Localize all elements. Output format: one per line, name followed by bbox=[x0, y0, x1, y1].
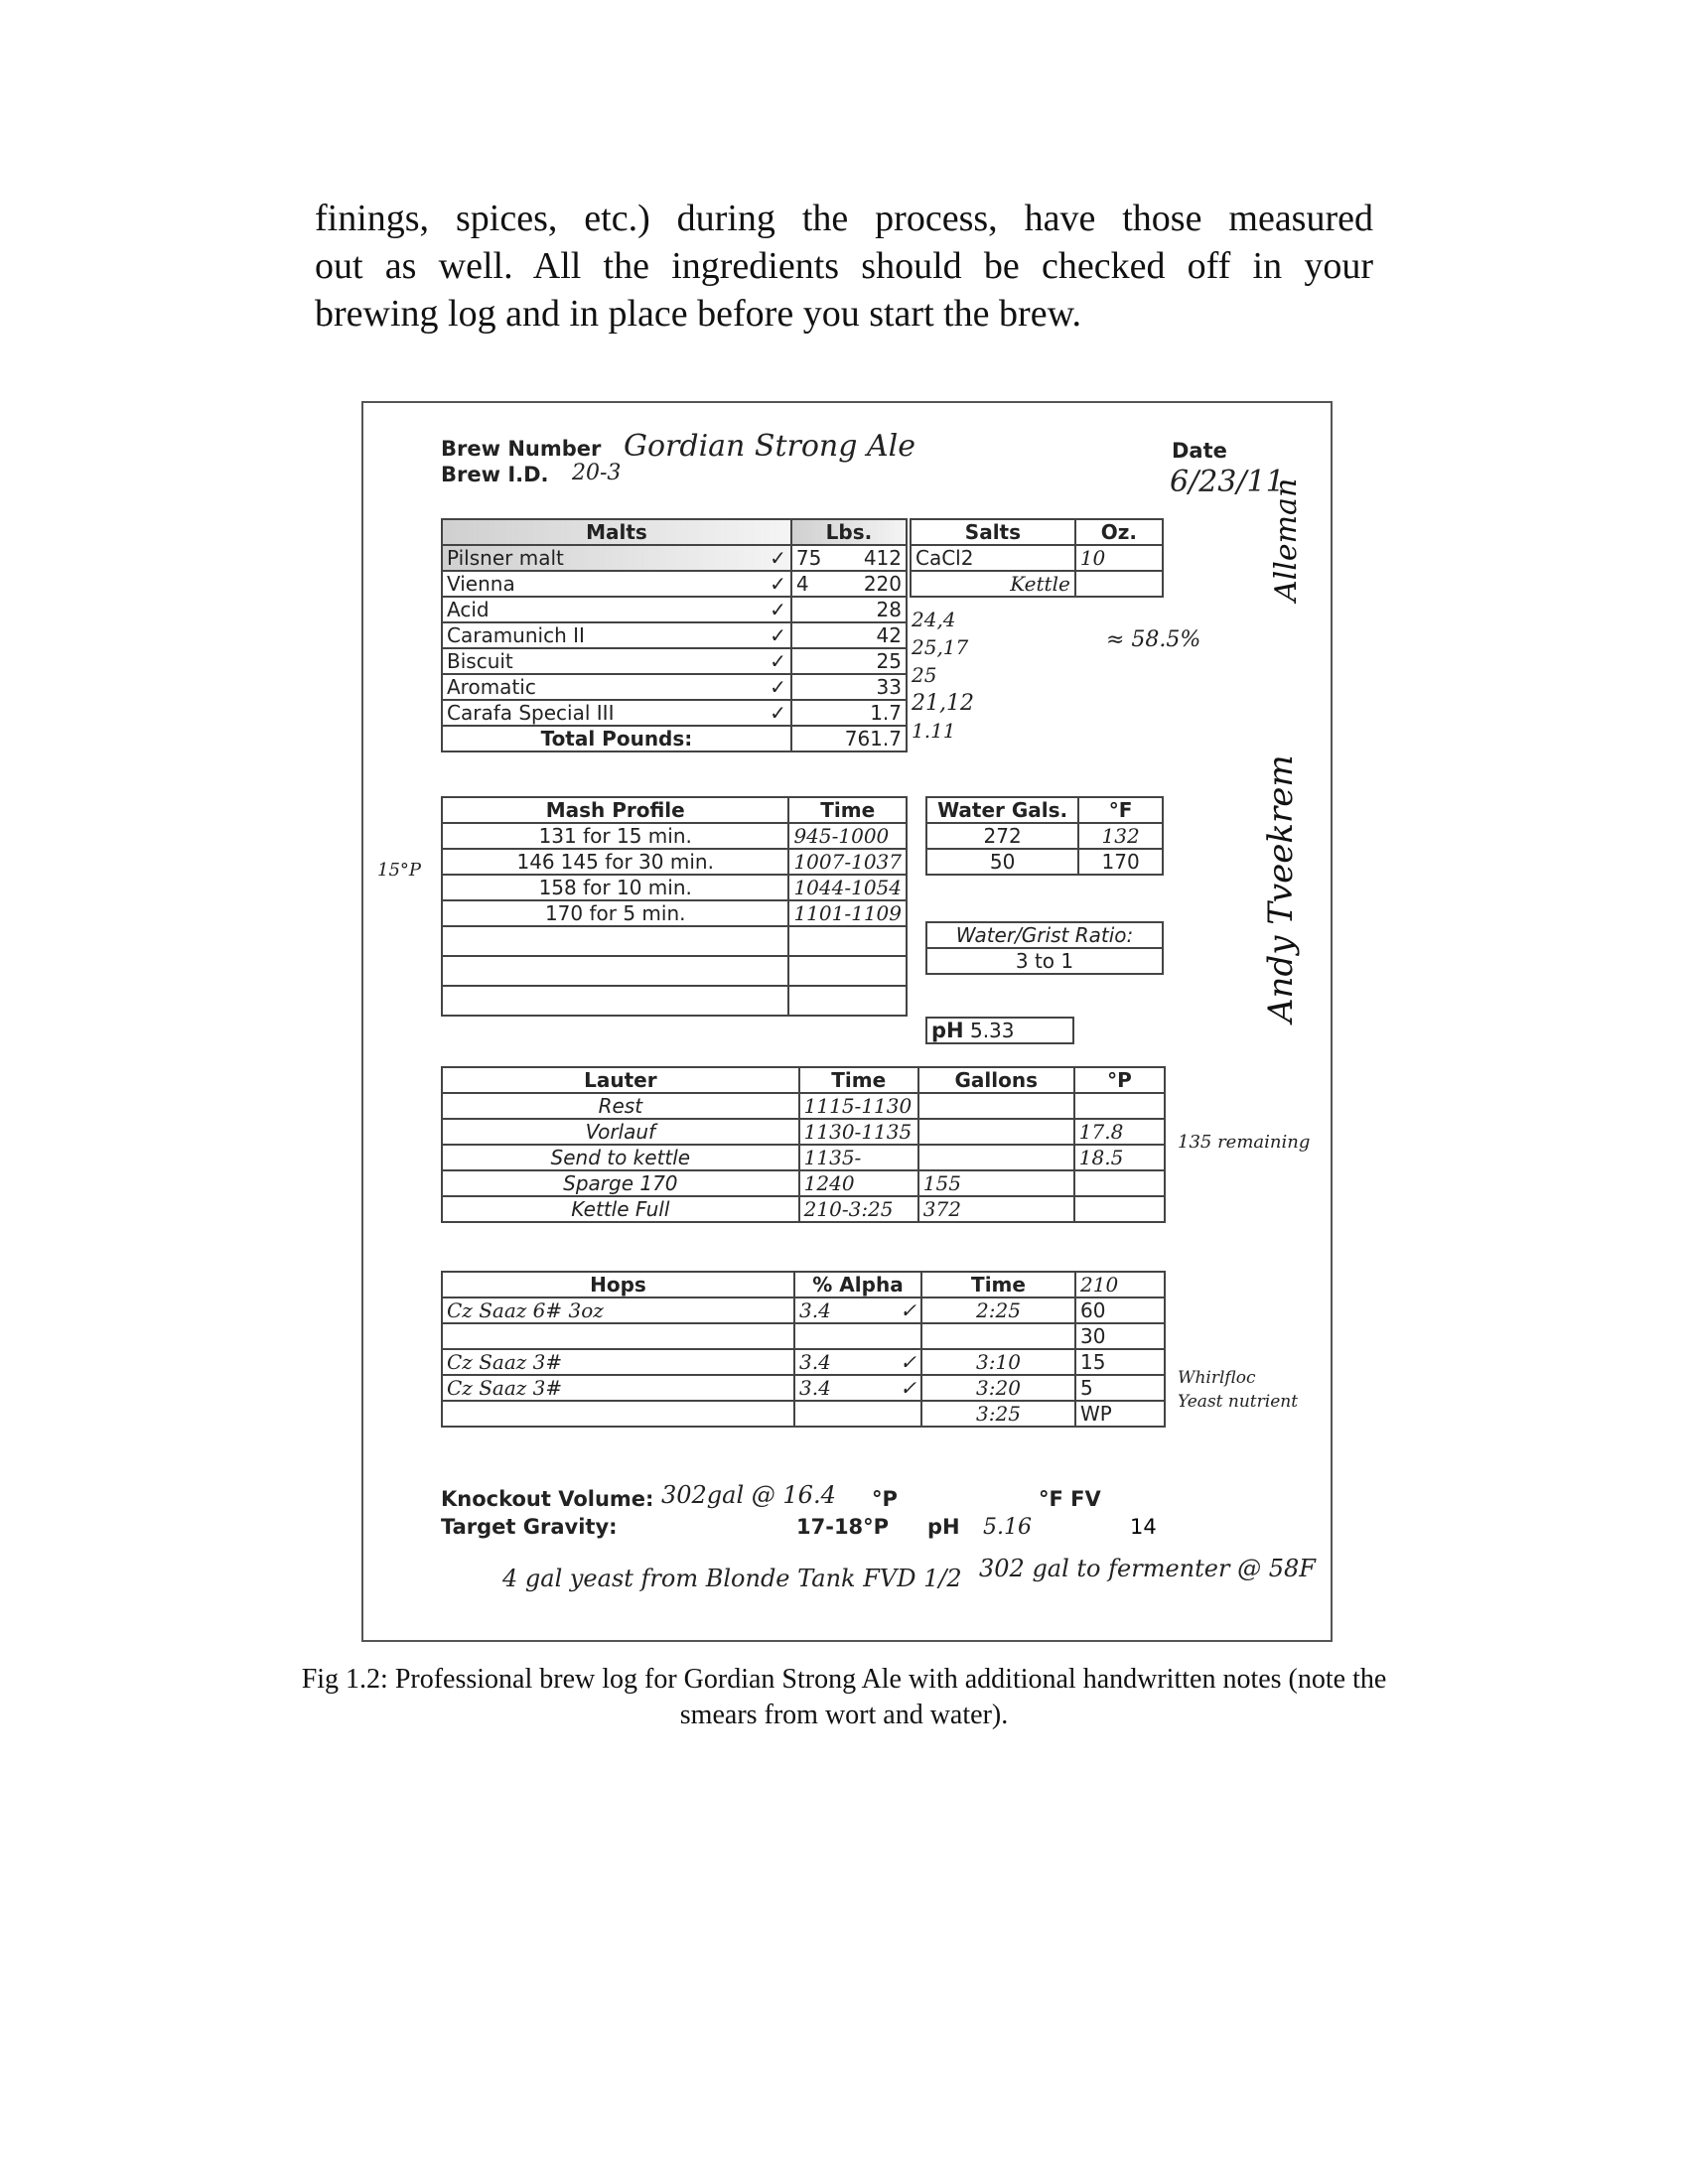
hop-name bbox=[442, 1323, 794, 1349]
lauter-step: Kettle Full bbox=[442, 1196, 799, 1222]
salts-note: ≈ 58.5% bbox=[1106, 627, 1201, 652]
check-mark: ✓ bbox=[770, 649, 786, 673]
mash-step: 170 for 5 min. bbox=[442, 900, 788, 926]
lauter-plato: 18.5 bbox=[1074, 1145, 1165, 1170]
lauter-gallons: 155 bbox=[918, 1170, 1074, 1196]
water-grist-table bbox=[925, 921, 1164, 975]
mash-profile-header: Mash Profile bbox=[442, 797, 788, 823]
signature-brewer bbox=[1261, 973, 1301, 1023]
hops-table bbox=[441, 1271, 1166, 1428]
hops-time-header: Time bbox=[921, 1272, 1075, 1297]
malt-annotation: 1.11 bbox=[912, 719, 956, 743]
lbs-header: Lbs. bbox=[791, 519, 907, 545]
hop-alpha: 3.4 bbox=[794, 1297, 896, 1323]
hop-alpha bbox=[794, 1323, 896, 1349]
malt-lbs: 412 bbox=[863, 546, 902, 570]
target-gravity-value: 17-18°P bbox=[796, 1515, 890, 1539]
fv-number: 14 bbox=[1130, 1515, 1157, 1539]
mash-profile-table bbox=[441, 796, 908, 1017]
paragraph-line: brewing log and in place before you start the brew. bbox=[315, 293, 1082, 335]
lauter-plato bbox=[1074, 1170, 1165, 1196]
lauter-step: Rest bbox=[442, 1093, 799, 1119]
malt-lbs: 1.7 bbox=[791, 700, 907, 726]
table-row bbox=[442, 597, 907, 622]
mash-time: 1101-1109 bbox=[788, 900, 907, 926]
mash-time: 945-1000 bbox=[788, 823, 907, 849]
malt-name: Biscuit bbox=[447, 649, 513, 673]
date-value: 6/23/11 bbox=[1170, 465, 1285, 499]
table-row bbox=[442, 1196, 1165, 1222]
salts-table bbox=[910, 518, 1164, 598]
salt-name: Kettle bbox=[911, 571, 1075, 597]
knockout-label: Knockout Volume: bbox=[441, 1487, 654, 1511]
malt-lbs: 42 bbox=[791, 622, 907, 648]
hops-side-note: Whirlfloc bbox=[1178, 1368, 1256, 1388]
table-row bbox=[442, 823, 907, 849]
brew-number-label: Brew Number bbox=[441, 437, 602, 461]
lauter-gallons: 372 bbox=[918, 1196, 1074, 1222]
hop-minutes: 30 bbox=[1075, 1323, 1165, 1349]
table-row bbox=[442, 900, 907, 926]
table-row bbox=[442, 1323, 1165, 1349]
lauter-time: 210-3:25 bbox=[799, 1196, 918, 1222]
malt-name: Caramunich II bbox=[447, 623, 585, 647]
brew-number-value: Gordian Strong Ale bbox=[624, 429, 915, 464]
hop-time: 3:10 bbox=[921, 1349, 1075, 1375]
paragraph-line: out as well. All the ingredients should be checked off in your bbox=[315, 245, 1373, 287]
alpha-header: % Alpha bbox=[794, 1272, 921, 1297]
malt-name: Aromatic bbox=[447, 675, 536, 699]
lauter-time: 1130-1135 bbox=[799, 1119, 918, 1145]
lauter-step: Sparge 170 bbox=[442, 1170, 799, 1196]
lauter-gallons bbox=[918, 1145, 1074, 1170]
knockout-fv-unit: °F FV bbox=[1039, 1487, 1101, 1511]
hop-minutes: 60 bbox=[1075, 1297, 1165, 1323]
table-row bbox=[442, 986, 907, 1016]
lauter-side-note: 135 remaining bbox=[1178, 1132, 1311, 1153]
table-row bbox=[442, 1401, 1165, 1427]
table-row bbox=[442, 700, 907, 726]
mash-time: 1044-1054 bbox=[788, 875, 907, 900]
total-label: Total Pounds: bbox=[442, 726, 791, 751]
check-mark: ✓ bbox=[896, 1375, 921, 1401]
malts-table bbox=[441, 518, 908, 752]
hops-side-note: Yeast nutrient bbox=[1178, 1392, 1299, 1412]
table-row bbox=[926, 849, 1163, 875]
lauter-step: Vorlauf bbox=[442, 1119, 799, 1145]
mash-side-note: 15°P bbox=[377, 860, 422, 881]
table-row bbox=[442, 571, 907, 597]
malt-annotation: 25 bbox=[912, 663, 937, 687]
malt-annotation: 24,4 bbox=[912, 608, 956, 631]
caption-line: smears from wort and water). bbox=[679, 1700, 1009, 1730]
check-mark: ✓ bbox=[896, 1349, 921, 1375]
table-row bbox=[911, 545, 1163, 571]
table-row bbox=[442, 1119, 1165, 1145]
knockout-value: 302gal @ 16.4 bbox=[661, 1481, 836, 1509]
salt-oz: 10 bbox=[1075, 545, 1163, 571]
hop-name bbox=[442, 1401, 794, 1427]
check-mark: ✓ bbox=[770, 675, 786, 699]
oz-header: Oz. bbox=[1075, 519, 1163, 545]
malt-note: 4 bbox=[795, 572, 809, 596]
hop-minutes: 15 bbox=[1075, 1349, 1165, 1375]
knockout-ph-value: 5.16 bbox=[983, 1515, 1032, 1540]
lauter-gallons-header: Gallons bbox=[918, 1067, 1074, 1093]
lauter-gallons bbox=[918, 1093, 1074, 1119]
malts-header: Malts bbox=[442, 519, 791, 545]
check-mark: ✓ bbox=[770, 546, 786, 570]
hop-minutes: 5 bbox=[1075, 1375, 1165, 1401]
lauter-step: Send to kettle bbox=[442, 1145, 799, 1170]
mash-step: 145 for 30 min. bbox=[560, 850, 714, 874]
check-mark: ✓ bbox=[770, 572, 786, 596]
brew-log-figure bbox=[361, 401, 1333, 1642]
mash-time-header: Time bbox=[788, 797, 907, 823]
lauter-plato bbox=[1074, 1196, 1165, 1222]
water-temp: 170 bbox=[1078, 849, 1163, 875]
target-gravity-label: Target Gravity: bbox=[441, 1515, 618, 1539]
body-paragraph bbox=[315, 195, 1373, 338]
water-gals: 50 bbox=[926, 849, 1078, 875]
lauter-gallons bbox=[918, 1119, 1074, 1145]
date-label: Date bbox=[1172, 439, 1227, 463]
hop-name: Cz Saaz 3# bbox=[442, 1375, 794, 1401]
malt-name: Pilsner malt bbox=[447, 546, 564, 570]
malt-lbs: 33 bbox=[791, 674, 907, 700]
lauter-plato: 17.8 bbox=[1074, 1119, 1165, 1145]
hop-time bbox=[921, 1323, 1075, 1349]
yeast-note: 4 gal yeast from Blonde Tank FVD 1/2 bbox=[502, 1565, 962, 1592]
brew-id-value: 20-3 bbox=[572, 461, 622, 485]
knockout-plato-unit: °P bbox=[872, 1487, 898, 1511]
lauter-plato-header: °P bbox=[1074, 1067, 1165, 1093]
water-temp: 132 bbox=[1078, 823, 1163, 849]
water-temp-header: °F bbox=[1078, 797, 1163, 823]
table-row bbox=[442, 875, 907, 900]
lauter-header: Lauter bbox=[442, 1067, 799, 1093]
ph-value: 5.33 bbox=[969, 1019, 1015, 1042]
table-row bbox=[442, 926, 907, 956]
lauter-time-header: Time bbox=[799, 1067, 918, 1093]
hop-alpha: 3.4 bbox=[794, 1349, 896, 1375]
table-row bbox=[911, 571, 1163, 597]
lauter-time: 1135- bbox=[799, 1145, 918, 1170]
malt-note: 75 bbox=[795, 546, 822, 570]
hop-time: 3:25 bbox=[921, 1401, 1075, 1427]
hops-header: Hops bbox=[442, 1272, 794, 1297]
lauter-table bbox=[441, 1066, 1166, 1223]
total-value: 761.7 bbox=[791, 726, 907, 751]
mash-ph-box bbox=[925, 1017, 1074, 1044]
table-row bbox=[442, 1170, 1165, 1196]
table-row bbox=[442, 648, 907, 674]
lauter-plato bbox=[1074, 1093, 1165, 1119]
table-row bbox=[442, 674, 907, 700]
table-row bbox=[442, 1349, 1165, 1375]
hop-minutes: WP bbox=[1075, 1401, 1165, 1427]
malt-name: Acid bbox=[447, 598, 490, 621]
table-row bbox=[442, 545, 907, 571]
table-row bbox=[442, 726, 907, 751]
malt-lbs: 28 bbox=[791, 597, 907, 622]
table-row bbox=[442, 1093, 1165, 1119]
table-row bbox=[926, 823, 1163, 849]
malt-annotation: 21,12 bbox=[912, 691, 974, 716]
malt-name: Carafa Special III bbox=[447, 701, 615, 725]
check-mark bbox=[896, 1401, 921, 1427]
malt-name: Vienna bbox=[447, 572, 515, 596]
table-row bbox=[442, 1297, 1165, 1323]
malt-lbs: 25 bbox=[791, 648, 907, 674]
mash-time: 1007-1037 bbox=[788, 849, 907, 875]
check-mark: ✓ bbox=[770, 701, 786, 725]
figure-caption bbox=[199, 1662, 1489, 1733]
hop-alpha bbox=[794, 1401, 896, 1427]
ph-label: pH bbox=[931, 1019, 964, 1042]
table-row bbox=[442, 1375, 1165, 1401]
water-gals-header: Water Gals. bbox=[926, 797, 1078, 823]
brew-id-label: Brew I.D. bbox=[441, 463, 549, 486]
knockout-ph-label: pH bbox=[927, 1515, 960, 1539]
table-row bbox=[442, 622, 907, 648]
table-row bbox=[442, 849, 907, 875]
paragraph-line: finings, spices, etc.) during the process, have those measured bbox=[315, 198, 1373, 239]
lauter-time: 1240 bbox=[799, 1170, 918, 1196]
mash-step-prefix: 146 bbox=[516, 850, 555, 874]
hop-time: 2:25 bbox=[921, 1297, 1075, 1323]
salts-header: Salts bbox=[911, 519, 1075, 545]
lauter-time: 1115-1130 bbox=[799, 1093, 918, 1119]
hop-time: 3:20 bbox=[921, 1375, 1075, 1401]
caption-line: Fig 1.2: Professional brew log for Gordian Strong Ale with additional handwritten notes (note the bbox=[301, 1664, 1387, 1695]
check-mark bbox=[896, 1323, 921, 1349]
malt-annotation: 25,17 bbox=[912, 635, 969, 659]
fermenter-note: 302 gal to fermenter @ 58F bbox=[979, 1555, 1316, 1582]
mash-step: 158 for 10 min. bbox=[442, 875, 788, 900]
water-grist-value: 3 to 1 bbox=[926, 948, 1163, 974]
water-gals: 272 bbox=[926, 823, 1078, 849]
salt-oz bbox=[1075, 571, 1163, 597]
table-row bbox=[442, 956, 907, 986]
hop-name: Cz Saaz 6# 3oz bbox=[442, 1297, 794, 1323]
hops-minutes-header: 210 bbox=[1075, 1272, 1165, 1297]
check-mark: ✓ bbox=[770, 623, 786, 647]
hop-alpha: 3.4 bbox=[794, 1375, 896, 1401]
salt-name: CaCl2 bbox=[911, 545, 1075, 571]
water-table bbox=[925, 796, 1164, 876]
signature-witness: Alleman bbox=[1269, 478, 1304, 602]
hop-name: Cz Saaz 3# bbox=[442, 1349, 794, 1375]
check-mark: ✓ bbox=[896, 1297, 921, 1323]
malt-lbs: 220 bbox=[863, 572, 902, 596]
table-row bbox=[442, 1145, 1165, 1170]
check-mark: ✓ bbox=[770, 598, 786, 621]
mash-step: 131 for 15 min. bbox=[442, 823, 788, 849]
water-grist-label: Water/Grist Ratio: bbox=[926, 922, 1163, 948]
